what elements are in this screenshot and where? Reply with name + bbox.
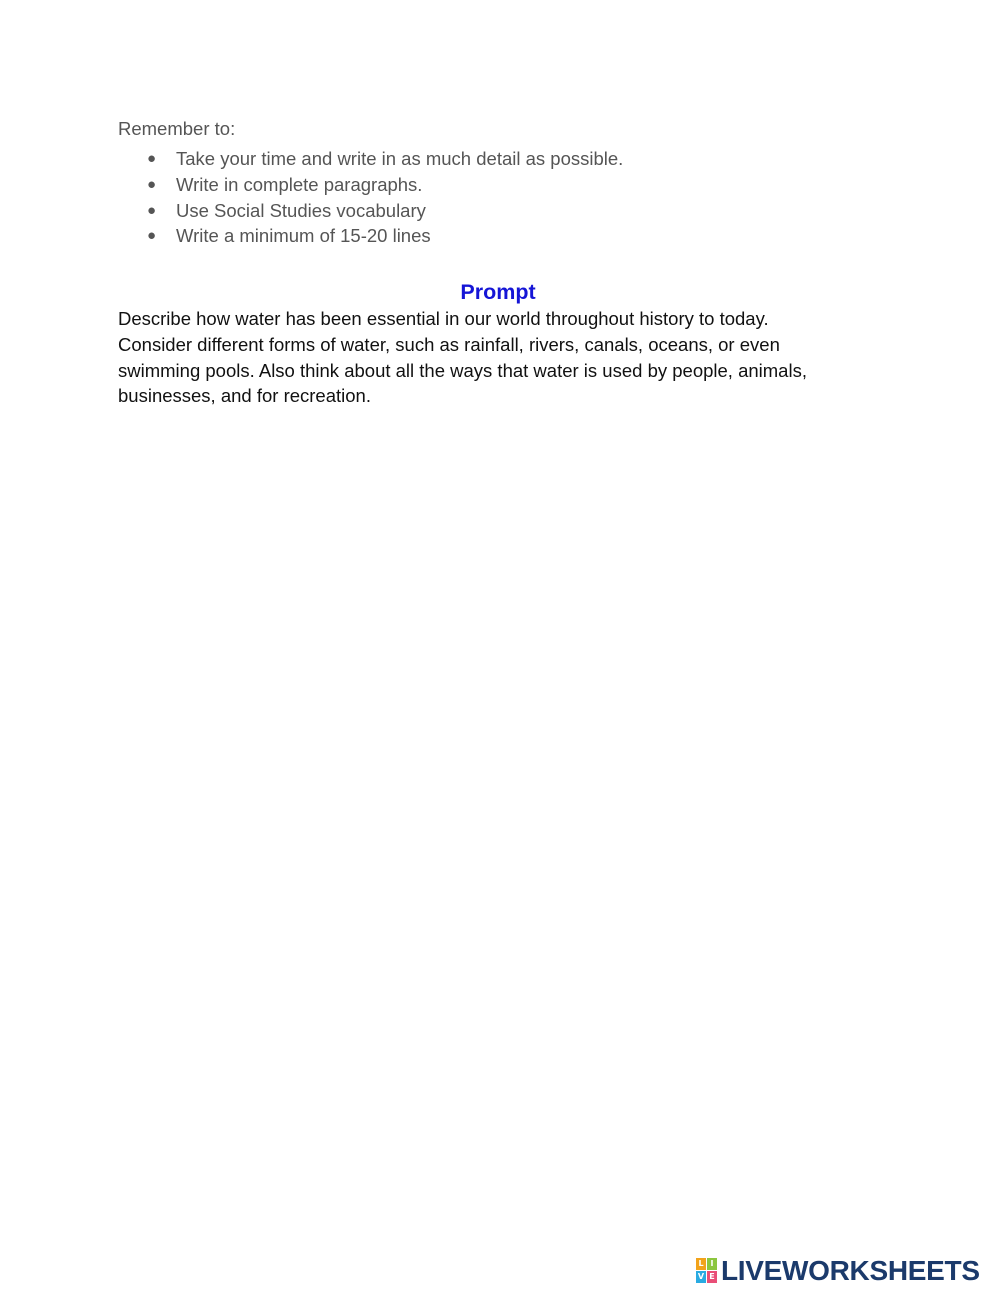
reminder-item-text: Write a minimum of 15-20 lines bbox=[176, 225, 431, 247]
brand-name: LIVEWORKSHEETS bbox=[721, 1255, 980, 1286]
prompt-line: Describe how water has been essential in our world throughout history to today. bbox=[118, 308, 769, 329]
prompt-line: Consider different forms of water, such as rainfall, rivers, canals, oceans, or even bbox=[118, 333, 780, 355]
bullet-icon: ● bbox=[147, 150, 157, 167]
bullet-icon: ● bbox=[147, 201, 157, 219]
logo-letter: E bbox=[707, 1271, 717, 1283]
prompt-body bbox=[118, 306, 878, 409]
prompt-line: businesses, and for recreation. bbox=[118, 385, 371, 407]
liveworksheets-logo-icon bbox=[696, 1258, 718, 1284]
prompt-line: swimming pools. Also think about all the ways that water is used by people, animals, bbox=[118, 359, 807, 381]
logo-letter: V bbox=[697, 1272, 705, 1281]
reminder-item-text: Use Social Studies vocabulary bbox=[176, 199, 426, 221]
reminder-item-text: Write in complete paragraphs. bbox=[176, 173, 423, 195]
bullet-icon: ● bbox=[147, 175, 157, 193]
liveworksheets-brand bbox=[696, 1256, 980, 1286]
prompt-title: Prompt bbox=[460, 280, 536, 304]
logo-letter: I bbox=[707, 1258, 717, 1270]
reminder-item-text: Take your time and write in as much detail as possible. bbox=[176, 148, 624, 169]
bullet-icon: ● bbox=[147, 227, 157, 245]
logo-letter: L bbox=[696, 1258, 706, 1270]
reminder-heading: Remember to: bbox=[118, 118, 236, 139]
